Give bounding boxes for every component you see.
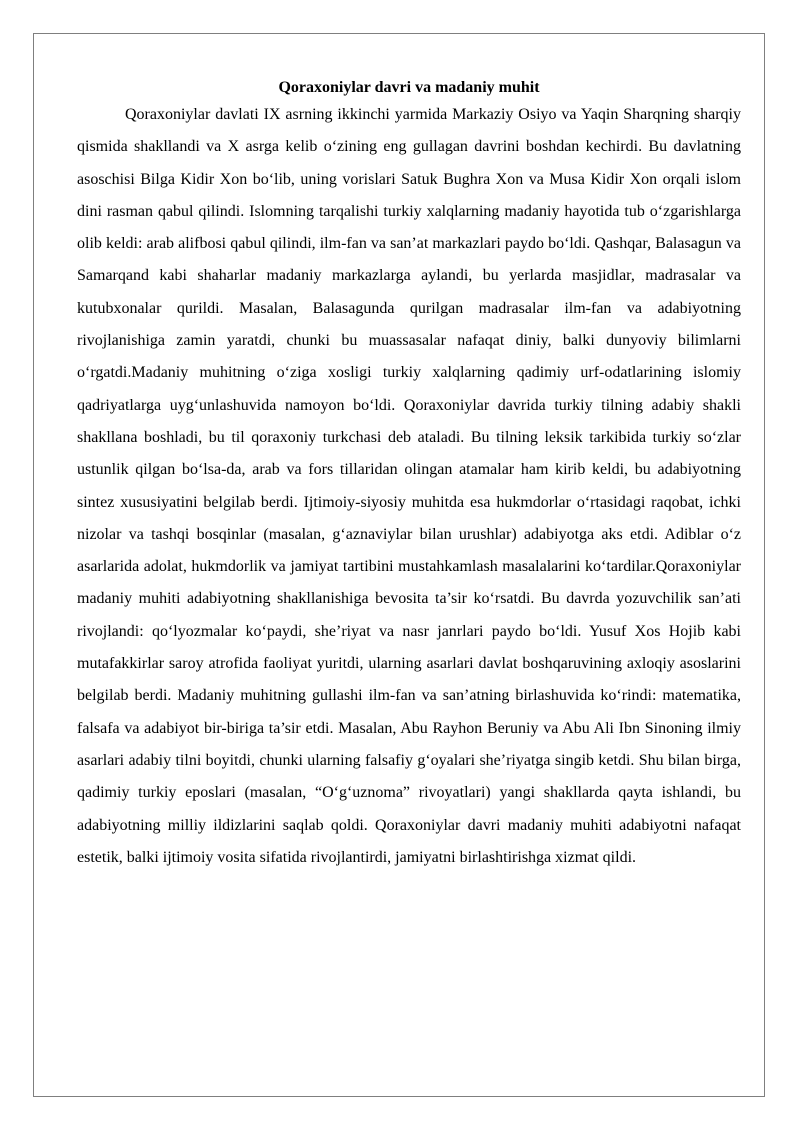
document-title: Qoraxoniylar davri va madaniy muhit (278, 79, 540, 96)
body-paragraph: Qoraxoniylar davlati IX asrning ikkinchi yarmida Markaziy Osiyo va Yaqin Sharqning sharqiy qismida shakllandi va X asrga kelib o‘zining eng gullagan davrini boshdan kechirdi. Bu davlatning asoschisi Bilga Kidir Xon bo‘lib, uning vorislari Satuk Bughra Xon va Musa Kidir Xon orqali islom dini rasman qabul qilindi. Islomning tarqalishi turkiy xalqlarning madaniy hayotida tub o‘zgarishlarga olib keldi: arab alifbosi qabul qilindi, ilm-fan va san’at markazlari paydo bo‘ldi. Qashqar, Balasagun va Samarqand kabi shaharlar madaniy markazlarga aylandi, bu yerlarda masjidlar, madrasalar va kutubxonalar qurildi. Masalan, Balasagunda qurilgan madrasalar ilm-fan va adabiyotning rivojlanishiga zamin yaratdi, chunki bu muassasalar nafaqat diniy, balki dunyoviy bilimlarni o‘rgatdi.Madaniy muhitning o‘ziga xosligi turkiy xalqlarning qadimiy urf-odatlarining islomiy qadriyatlarga uyg‘unlashuvida namoyon bo‘ldi. Qoraxoniylar davrida turkiy tilning adabiy shakli shakllana boshladi, bu til qoraxoniy turkchasi deb ataladi. Bu tilning leksik tarkibida turkiy so‘zlar ustunlik qilgan bo‘lsa-da, arab va fors tillaridan olingan atamalar ham kirib keldi, bu adabiyotning sintez xususiyatini belgilab berdi. Ijtimoiy-siyosiy muhitda esa hukmdorlar o‘rtasidagi raqobat, ichki nizolar va tashqi bosqinlar (masalan, g‘aznaviylar bilan urushlar) adabiyotga aks etdi. Adiblar o‘z asarlarida adolat, hukmdorlik va jamiyat tartibini mustahkamlash masalalarini ko‘tardilar.Qoraxoniylar madaniy muhiti adabiyotning shakllanishiga bevosita ta’sir ko‘rsatdi. Bu davrda yozuvchilik san’ati rivojlandi: qo‘lyozmalar ko‘paydi, she’riyat va nasr janrlari paydo bo‘ldi. Yusuf Xos Hojib kabi mutafakkirlar saroy atrofida faoliyat yuritdi, ularning asarlari davlat boshqaruvining axloqiy asoslarini belgilab berdi. Madaniy muhitning gullashi ilm-fan va san’atning birlashuvida ko‘rindi: matematika, falsafa va adabiyot bir-biriga ta’sir etdi. Masalan, Abu Rayhon Beruniy va Abu Ali Ibn Sinoning ilmiy asarlari adabiy tilni boyitdi, chunki ularning falsafiy g‘oyalari she’riyatga singib ketdi. Shu bilan birga, qadimiy turkiy eposlari (masalan, “O‘g‘uznoma” rivoyatlari) yangi shakllarda qayta ishlandi, bu adabiyotning milliy ildizlarini saqlab qoldi. Qoraxoniylar davri madaniy muhiti adabiyotni nafaqat estetik, balki ijtimoiy vosita sifatida rivojlantirdi, jamiyatni birlashtirishga xizmat qildi. (77, 106, 741, 866)
document-content (77, 77, 741, 874)
